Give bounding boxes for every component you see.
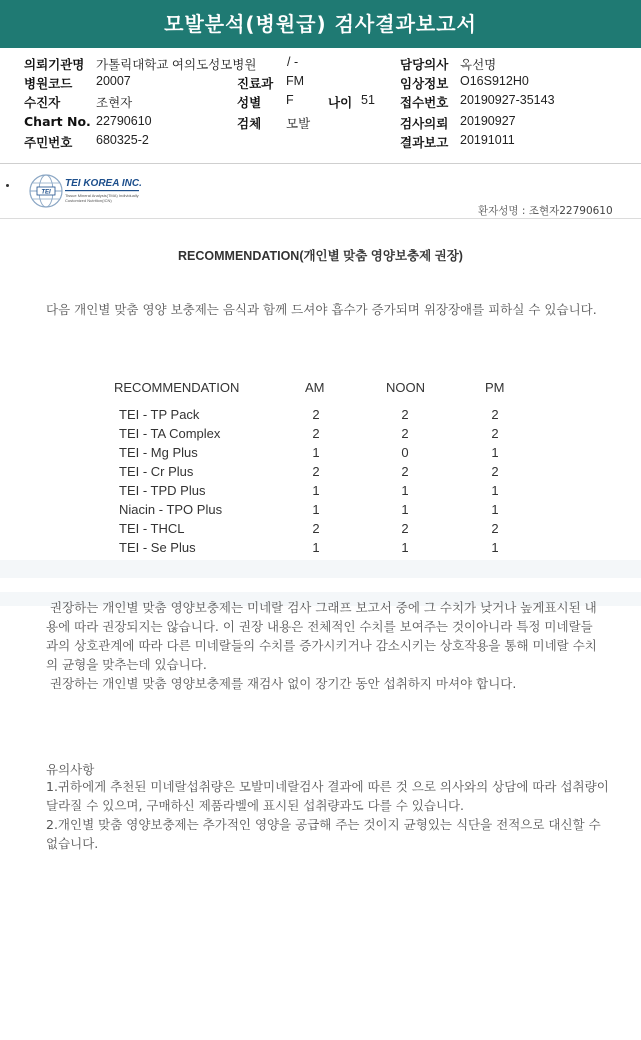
- table-row: [0, 407, 641, 426]
- id-label: 주민번호: [24, 135, 73, 150]
- caution-item-1: 1.귀하에게 추천된 미네랄섭취량은 모발미네랄검사 결과에 따른 것 으로 의사와의 상담에 따라 섭취량이 달라질 수 있으며, 구매하신 제품라벨에 표시된 섭취량과도 다를 수 있습니다.: [46, 779, 609, 813]
- info-row-2: [0, 74, 641, 92]
- table-row: [0, 521, 641, 540]
- logo-brand: TEI KOREA INC.: [65, 178, 142, 189]
- recommendation-note: [46, 598, 602, 693]
- dose-pm: 2: [491, 521, 499, 536]
- department-value: FM: [286, 74, 305, 88]
- report-info: [0, 52, 641, 154]
- hospital-code-label: 병원코드: [24, 76, 73, 91]
- examinee-value: 조현자: [96, 96, 133, 110]
- dose-pm: 2: [491, 464, 499, 479]
- sex-value: F: [286, 93, 294, 107]
- specimen-label: 검체: [237, 116, 262, 131]
- info-row-3: [0, 93, 641, 111]
- logo-underline: [65, 190, 139, 192]
- dose-pm: 1: [491, 540, 499, 555]
- dose-am: 2: [312, 464, 320, 479]
- dose-pm: 1: [491, 445, 499, 460]
- globe-icon: [28, 173, 64, 209]
- dose-am: 1: [312, 483, 320, 498]
- request-value: 20190927: [460, 114, 516, 128]
- info-row-5: [0, 133, 641, 151]
- patient-name-line: [478, 203, 613, 218]
- dose-noon: 2: [401, 521, 409, 536]
- dose-pm: 2: [491, 426, 499, 441]
- table-row: [0, 483, 641, 502]
- dose-am: 1: [312, 502, 320, 517]
- table-row: [0, 464, 641, 483]
- supplement-name: Niacin - TPO Plus: [119, 502, 223, 517]
- dose-am: 1: [312, 540, 320, 555]
- id-value: 680325-2: [96, 133, 149, 147]
- supplement-name: TEI - TP Pack: [119, 407, 200, 422]
- info-row-4: [0, 114, 641, 132]
- logo-tagline: Tissue Mineral Analysis(TMA) Individually Customized Nutrition(ICN): [65, 193, 139, 203]
- header-am: AM: [305, 380, 325, 395]
- sex-label: 성별: [237, 95, 262, 110]
- tei-logo: [28, 172, 140, 210]
- examinee-label: 수진자: [24, 95, 61, 110]
- report-date-value: 20191011: [460, 133, 515, 147]
- department-label: 진료과: [237, 76, 274, 91]
- patient-value: 조현자22790610: [528, 205, 613, 217]
- institution-label: 의뢰기관명: [24, 57, 85, 72]
- dose-noon: 2: [401, 407, 409, 422]
- hospital-code-value: 20007: [96, 74, 131, 88]
- request-label: 검사의뢰: [400, 116, 449, 131]
- header-pm: PM: [485, 380, 505, 395]
- receipt-label: 접수번호: [400, 95, 449, 110]
- dose-am: 2: [312, 521, 320, 536]
- doctor-value: 옥선명: [460, 58, 497, 72]
- dose-noon: 1: [401, 483, 409, 498]
- institution-value: 가톨릭대학교 여의도성모병원: [96, 58, 257, 72]
- age-value: 51: [361, 93, 375, 107]
- table-row: [0, 426, 641, 445]
- caution-list: [46, 777, 612, 853]
- dose-pm: 1: [491, 483, 499, 498]
- recommendation-title: RECOMMENDATION(개인별 맞춤 영양보충제 권장): [178, 249, 463, 263]
- supplement-name: TEI - TPD Plus: [119, 483, 206, 498]
- doctor-label: 담당의사: [400, 57, 449, 72]
- caution-item-2: 2.개인별 맞춤 영양보충제는 추가적인 영양을 공급해 주는 것이지 균형있는 식단을 전적으로 대신할 수 없습니다.: [46, 817, 601, 851]
- supplement-name: TEI - Mg Plus: [119, 445, 198, 460]
- dose-pm: 2: [491, 407, 499, 422]
- supplement-name: TEI - Se Plus: [119, 540, 196, 555]
- dose-noon: 0: [401, 445, 409, 460]
- recommendation-intro: 다음 개인별 맞춤 영양 보충제는 음식과 함께 드셔야 흡수가 증가되며 위장장애를 피하실 수 있습니다.: [46, 302, 597, 317]
- caution-title: 유의사항: [46, 762, 95, 777]
- table-row: [0, 502, 641, 521]
- patient-divider: [0, 218, 641, 219]
- supplement-name: TEI - Cr Plus: [119, 464, 194, 479]
- header-divider: [0, 163, 641, 164]
- supplement-name: TEI - TA Complex: [119, 426, 221, 441]
- shade-band: [0, 560, 641, 578]
- clinical-label: 임상정보: [400, 76, 449, 91]
- info-row-1: [0, 55, 641, 73]
- bullet-dot: [6, 184, 9, 187]
- ward-value: / -: [287, 55, 299, 69]
- dose-am: 2: [312, 407, 320, 422]
- note-paragraph-1: 권장하는 개인별 맞춤 영양보충제는 미네랄 검사 그래프 보고서 중에 그 수치가 낮거나 높게표시된 내용에 따라 권장되지는 않습니다. 이 권장 내용은 전체적인 수치를 보여주는 것이아니라 특정 미네랄들과의 상호관계에 따라 다른 미네랄들의 수치를 증가시키거나 감소시키는 상호작용을 통해 미네랄 수치의 균형을 맞추는데 있습니다.: [46, 600, 597, 672]
- header-recommendation: RECOMMENDATION: [114, 380, 240, 395]
- report-title: 모발분석(병원급) 검사결과보고서: [0, 0, 641, 48]
- patient-label: 환자성명 :: [478, 205, 526, 217]
- dose-noon: 2: [401, 426, 409, 441]
- specimen-value: 모발: [286, 117, 311, 131]
- header-noon: NOON: [386, 380, 425, 395]
- dose-am: 1: [312, 445, 320, 460]
- dose-noon: 1: [401, 540, 409, 555]
- svg-text:TEI: TEI: [41, 189, 51, 196]
- dose-noon: 1: [401, 502, 409, 517]
- note-paragraph-2: 권장하는 개인별 맞춤 영양보충제를 재검사 없이 장기간 동안 섭취하지 마셔야 합니다.: [50, 676, 517, 691]
- receipt-value: 20190927-35143: [460, 93, 555, 107]
- chart-value: 22790610: [96, 114, 152, 128]
- clinical-value: O16S912H0: [460, 74, 529, 88]
- table-row: [0, 445, 641, 464]
- chart-label: Chart No.: [24, 114, 91, 129]
- table-row: [0, 540, 641, 559]
- dose-am: 2: [312, 426, 320, 441]
- dose-noon: 2: [401, 464, 409, 479]
- age-label: 나이: [328, 95, 353, 110]
- report-date-label: 결과보고: [400, 135, 449, 150]
- dose-pm: 1: [491, 502, 499, 517]
- supplement-name: TEI - THCL: [119, 521, 185, 536]
